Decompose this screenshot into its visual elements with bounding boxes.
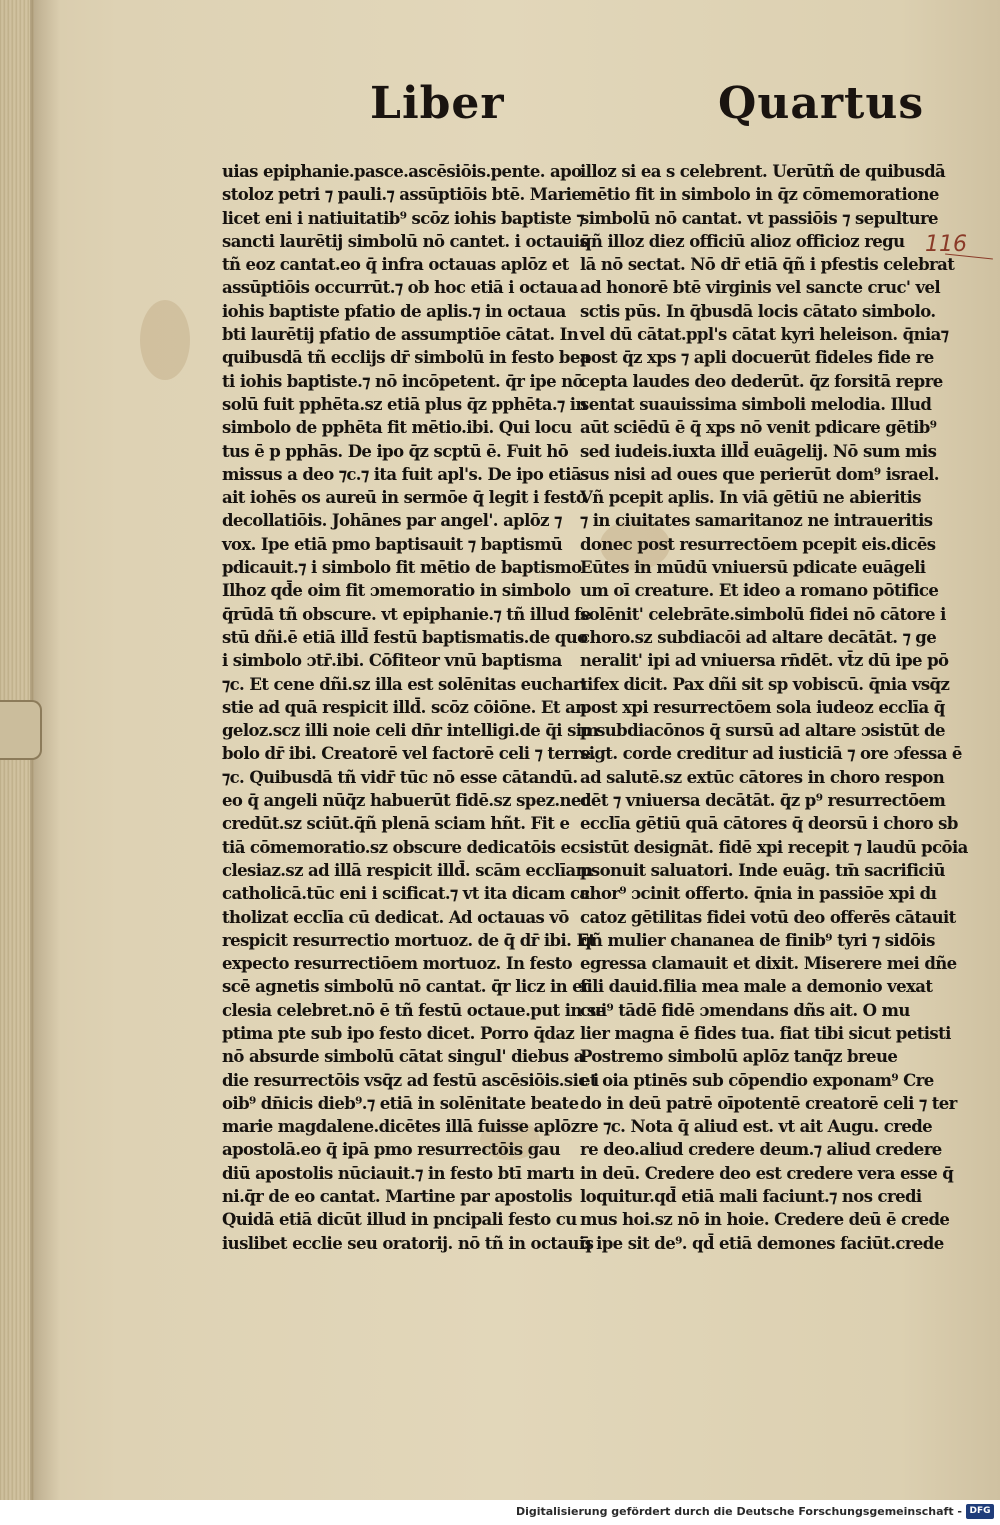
- text-line: nō absurde simbolū cātat singul' diebus a: [222, 1047, 584, 1067]
- text-line: ti iohis baptiste.⁊ nō incōpetent. q̄r ipe nō: [222, 371, 583, 391]
- handwritten-folio-number: 116: [925, 232, 967, 257]
- text-line: ait iohēs os aureū in sermōe q̄ legit i festo: [222, 488, 587, 508]
- text-line: sed iudeis.iuxta illd̄ euāgelij. Nō sum mis: [580, 441, 937, 461]
- funding-credit: Digitalisierung gefördert durch die Deutsche Forschungsgemeinschaft -: [515, 1505, 962, 1518]
- text-line: do in deū patrē oīpotentē creatorē celi ⁊ ter: [580, 1093, 957, 1113]
- text-line: vox. Ipe etiā pmo baptisauit ⁊ baptismū: [222, 534, 563, 554]
- text-line: uias epiphanie.pasce.ascēsiōis.pente. apo: [222, 162, 582, 181]
- text-line: ⁊c. Et cene dñi.sz illa est solēnitas eucharı: [222, 674, 587, 694]
- text-line: vel dū cātat.ppl's cātat kyri heleison. q̄nia⁊: [580, 325, 949, 345]
- text-line: iohis baptiste pfatio de aplis.⁊ in octaua: [222, 301, 566, 321]
- text-line: donec post resurrectōem pcepit eis.dicēs: [580, 534, 936, 554]
- stain: [140, 300, 190, 380]
- text-line: quibusdā tñ ecclijs dr̄ simbolū in festo bea: [222, 348, 590, 368]
- text-line: Quidā etiā dicūt illud in pncipali festo cu: [222, 1210, 577, 1230]
- text-line: ni.q̄r de eo cantat. Martine par apostolis: [222, 1187, 572, 1207]
- text-line: re deo.aliud credere deum.⁊ aliud credere: [580, 1140, 942, 1160]
- text-line: illoz si ea s celebrent. Uerūtñ de quibusdā: [580, 162, 946, 181]
- text-line: um oī creature. Et ideo a romano pōtifice: [580, 581, 939, 601]
- text-line: simbolo de pphēta fit mētio.ibi. Qui locu: [222, 418, 572, 438]
- text-line: i simbolo ɔtr̄.ibi. Cōfiteor vnū baptisma: [222, 651, 562, 671]
- text-line: psonuit saluatori. Inde euāg. tm̄ sacrificiū: [580, 860, 945, 880]
- text-line: missus a deo ⁊c.⁊ ita fuit apl's. De ipo etiā: [222, 464, 582, 484]
- text-column-left: [222, 160, 606, 1255]
- running-head-left: Liber: [370, 78, 505, 129]
- text-line: pdicauit.⁊ i simbolo fit mētio de baptismo: [222, 558, 582, 578]
- text-line: re ⁊c. Nota q̄ aliud est. vt ait Augu. crede: [580, 1117, 933, 1137]
- text-line: stū dñi.ē etiā illd̄ festū baptismatis.de quo: [222, 627, 588, 647]
- text-line: p subdiacōnos q̄ sursū ad altare ɔsistūt de: [580, 721, 945, 741]
- text-line: solēnit' celebrāte.simbolū fidei nō cātore i: [580, 604, 946, 624]
- text-line: ⁊c. Quibusdā tñ vidr̄ tūc nō esse cātandū.: [222, 767, 578, 787]
- text-line: tñ eoz cantat.eo q̄ infra octauas aplōz et: [222, 255, 569, 275]
- text-line: et oia ptinēs sub cōpendio exponam⁹ Cre: [580, 1070, 934, 1090]
- text-line: solū fuit pphēta.sz etiā plus q̄z pphēta.⁊ in: [222, 394, 587, 414]
- text-line: ecclīa gētiū quā cātores q̄ deorsū i choro sb: [580, 814, 958, 834]
- dfg-logo: DFG: [966, 1504, 994, 1519]
- footer-bar: [0, 1500, 1000, 1525]
- text-line: sistūt designāt. fidē xpi recepit ⁊ laudū pcōia: [580, 837, 968, 857]
- text-line: stoloz petri ⁊ pauli.⁊ assūptiōis btē. Marie: [222, 185, 582, 205]
- text-line: clesia celebret.nō ē tñ festū octaue.put in se: [222, 1000, 606, 1020]
- text-line: cepta laudes deo dederūt. q̄z forsitā repre: [580, 371, 943, 391]
- text-line: sentat suauissima simboli melodia. Illud: [580, 394, 932, 414]
- text-line: tifex dicit. Pax dñi sit sp vobiscū. q̄nia vsq̄z: [580, 674, 950, 694]
- text-line: Postremo simbolū aplōz tanq̄z breue: [580, 1047, 898, 1067]
- text-line: simbolū nō cantat. vt passiōis ⁊ sepulture: [580, 208, 938, 228]
- text-line: q̄ñ mulier chananea de finib⁹ tyri ⁊ sidōis: [580, 930, 935, 950]
- text-line: sigt. corde creditur ad iusticiā ⁊ ore ɔfessa ē: [580, 744, 962, 764]
- text-line: dēt ⁊ vniuersa decātāt. q̄z p⁹ resurrectōem: [580, 791, 946, 811]
- text-line: assūptiōis occurrūt.⁊ ob hoc etiā i octaua: [222, 278, 578, 298]
- text-line: lier magna ē fides tua. fiat tibi sicut petisti: [580, 1023, 951, 1043]
- text-line: tiā cōmemoratio.sz obscure dedicatōis ec: [222, 837, 580, 857]
- text-line: ad salutē.sz extūc cātores in choro respon: [580, 767, 945, 787]
- text-line: geloz.scz illi noie celi dn̄r intelligi.de q̄i sim: [222, 721, 599, 741]
- text-line: q̄ ipe sit de⁹. qd̄ etiā demones faciūt.crede: [580, 1233, 944, 1253]
- text-line: aūt sciēdū ē q̄ xps nō venit pdicare gētib⁹: [580, 418, 937, 438]
- text-line: tus ē p pphās. De ipo q̄z scptū ē. Fuit hō: [222, 441, 569, 461]
- text-line: sctis pūs. In q̄busdā locis cātato simbolo.: [580, 301, 936, 321]
- text-line: iuslibet ecclie seu oratorij. nō tñ in octauis: [222, 1233, 594, 1253]
- text-line: post xpi resurrectōem sola iudeoz ecclīa q̄: [580, 697, 945, 717]
- text-line: sancti laurētij simbolū nō cantet. i octauis: [222, 231, 589, 251]
- text-line: apostolā.eo q̄ ipā pmo resurrectōis gau: [222, 1140, 561, 1160]
- text-line: fili dauid.filia mea male a demonio vexat: [580, 977, 933, 997]
- text-line: eo q̄ angeli nūq̄z habuerūt fidē.sz spez.nec: [222, 791, 591, 811]
- text-line: cui⁹ tādē fidē ɔmendans dñs ait. O mu: [580, 1000, 910, 1020]
- text-line: marie magdalene.dicētes illā fuisse aplōz: [222, 1117, 580, 1137]
- text-line: catholicā.tūc eni i scificat.⁊ vt ita dicam ca: [222, 884, 590, 904]
- text-line: lā nō sectat. Nō dr̄ etiā q̄ñ i pfestis celebrat: [580, 255, 955, 275]
- running-head: [0, 78, 1000, 138]
- text-line: post q̄z xps ⁊ apli docuerūt fideles fide re: [580, 348, 934, 368]
- text-line: mētio fit in simbolo in q̄z cōmemoratione: [580, 185, 939, 205]
- text-line: credūt.sz sciūt.q̄ñ plenā sciam hñt. Fit e: [222, 814, 570, 834]
- text-line: q̄rūdā tñ obscure. vt epiphanie.⁊ tñ illud fe: [222, 604, 591, 624]
- book-clasp: [0, 700, 42, 760]
- text-line: Eūtes in mūdū vniuersū pdicate euāgeli: [580, 558, 926, 578]
- text-line: choro.sz subdiacōi ad altare decātāt. ⁊ ge: [580, 627, 937, 647]
- text-line: clesiaz.sz ad illā respicit illd̄. scām ecclīam: [222, 860, 593, 880]
- text-line: q̄ñ illoz diez officiū alioz officioz regu: [580, 231, 905, 251]
- text-line: mus hoi.sz nō in hoie. Credere deū ē crede: [580, 1210, 950, 1230]
- text-line: decollatiōis. Johānes par angel'. aplōz ⁊: [222, 511, 562, 531]
- text-line: bti laurētij pfatio de assumptiōe cātat. In: [222, 325, 579, 345]
- text-line: die resurrectōis vsq̄z ad festū ascēsiōis.sic i: [222, 1070, 599, 1090]
- text-line: ad honorē btē virginis vel sancte cruc' vel: [580, 278, 941, 298]
- text-line: catoz gētilitas fidei votū deo offerēs cātauit: [580, 907, 956, 927]
- text-line: chor⁹ ɔcinit offerto. q̄nia in passiōe xpi dı: [580, 884, 937, 904]
- text-line: neralit' ipi ad vniuersa rn̄dēt. vt̄z dū ipe pō: [580, 651, 949, 671]
- text-line: diū apostolis nūciauit.⁊ in festo btī martı: [222, 1163, 575, 1183]
- text-line: loquitur.qd̄ etiā mali faciunt.⁊ nos credi: [580, 1187, 922, 1207]
- text-line: licet eni i natiuitatib⁹ scōz iohis baptiste ⁊: [222, 208, 584, 228]
- text-line: oib⁹ dn̄icis dieb⁹.⁊ etiā in solēnitate beate: [222, 1093, 579, 1113]
- text-line: sus nisi ad oues que perierūt dom⁹ israel.: [580, 464, 939, 484]
- text-line: tholizat ecclīa cū dedicat. Ad octauas vō: [222, 907, 569, 927]
- text-line: Ilhoz qd̄e oim fit ɔmemoratio in simbolo: [222, 581, 571, 601]
- text-line: expecto resurrectiōem mortuoz. In festo: [222, 954, 573, 974]
- text-line: stie ad quā respicit illd̄. scōz cōiōne. Et an: [222, 697, 587, 717]
- text-line: ptima pte sub ipo festo dicet. Porro q̄daz: [222, 1023, 575, 1043]
- text-line: egressa clamauit et dixit. Miserere mei dñe: [580, 954, 957, 974]
- text-line: scē agnetis simbolū nō cantat. q̄r licz in ec: [222, 977, 592, 997]
- text-line: in deū. Credere deo est credere vera esse q̄: [580, 1163, 954, 1183]
- text-line: ⁊ in ciuitates samaritanoz ne intraueritis: [580, 511, 933, 531]
- text-line: respicit resurrectio mortuoz. de q̄ dr̄ ibi. Et: [222, 930, 596, 950]
- text-line: Vñ pcepit aplis. In viā gētiū ne abieritis: [580, 488, 921, 508]
- running-head-right: Quartus: [718, 78, 925, 129]
- text-line: bolo dr̄ ibi. Creatorē vel factorē celi ⁊ terre.: [222, 744, 596, 764]
